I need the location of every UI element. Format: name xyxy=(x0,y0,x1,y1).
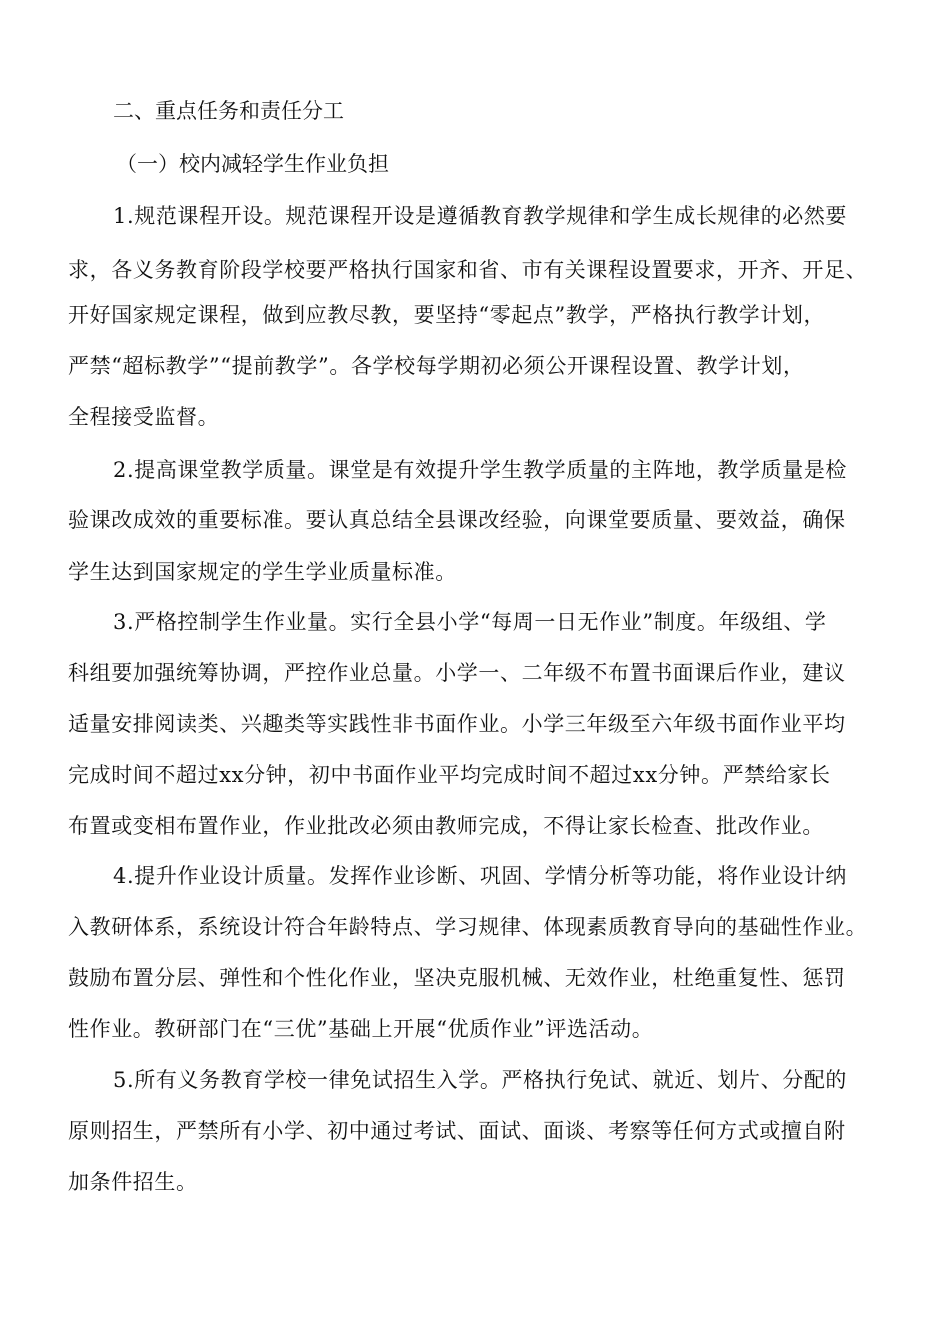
paragraph-3-line-2: 科组要加强统筹协调，严控作业总量。小学一、二年级不布置书面课后作业，建议 xyxy=(68,661,846,685)
paragraph-5-line-3: 加条件招生。 xyxy=(68,1170,198,1194)
section-title: 二、重点任务和责任分工 xyxy=(113,99,344,123)
paragraph-1-line-2: 求，各义务教育阶段学校要严格执行国家和省、市有关课程设置要求，开齐、开足、 xyxy=(68,258,868,282)
paragraph-4-line-3: 鼓励布置分层、弹性和个性化作业，坚决克服机械、无效作业，杜绝重复性、惩罚 xyxy=(68,966,846,990)
paragraph-2-line-3: 学生达到国家规定的学生学业质量标准。 xyxy=(68,560,457,584)
paragraph-1-line-5: 全程接受监督。 xyxy=(68,405,220,429)
paragraph-2-line-1: 2.提高课堂教学质量。课堂是有效提升学生教学质量的主阵地，教学质量是检 xyxy=(113,458,848,482)
paragraph-3-line-1: 3.严格控制学生作业量。实行全县小学“每周一日无作业”制度。年级组、学 xyxy=(113,610,827,634)
paragraph-3-line-3: 适量安排阅读类、兴趣类等实践性非书面作业。小学三年级至六年级书面作业平均 xyxy=(68,712,846,736)
paragraph-5-line-1: 5.所有义务教育学校一律免试招生入学。严格执行免试、就近、划片、分配的 xyxy=(113,1068,848,1092)
paragraph-4-line-2: 入教研体系，系统设计符合年龄特点、学习规律、体现素质教育导向的基础性作业。 xyxy=(68,915,868,939)
paragraph-1-line-4: 严禁“超标教学”“提前教学”。各学校每学期初必须公开课程设置、教学计划， xyxy=(68,354,805,378)
paragraph-5-line-2: 原则招生，严禁所有小学、初中通过考试、面试、面谈、考察等任何方式或擅自附 xyxy=(68,1119,846,1143)
paragraph-3-line-5: 布置或变相布置作业，作业批改必须由教师完成，不得让家长检查、批改作业。 xyxy=(68,814,824,838)
paragraph-3-line-4: 完成时间不超过xx分钟，初中书面作业平均完成时间不超过xx分钟。严禁给家长 xyxy=(68,763,831,787)
paragraph-4-line-1: 4.提升作业设计质量。发挥作业诊断、巩固、学情分析等功能，将作业设计纳 xyxy=(113,864,848,888)
subsection-title: （一）校内减轻学生作业负担 xyxy=(116,152,389,176)
paragraph-2-line-2: 验课改成效的重要标准。要认真总结全县课改经验，向课堂要质量、要效益，确保 xyxy=(68,508,846,532)
paragraph-1-line-1: 1.规范课程开设。规范课程开设是遵循教育教学规律和学生成长规律的必然要 xyxy=(113,204,848,228)
paragraph-4-line-4: 性作业。教研部门在“三优”基础上开展“优质作业”评选活动。 xyxy=(68,1017,654,1041)
paragraph-1-line-3: 开好国家规定课程，做到应教尽教，要坚持“零起点”教学，严格执行教学计划， xyxy=(68,303,826,327)
